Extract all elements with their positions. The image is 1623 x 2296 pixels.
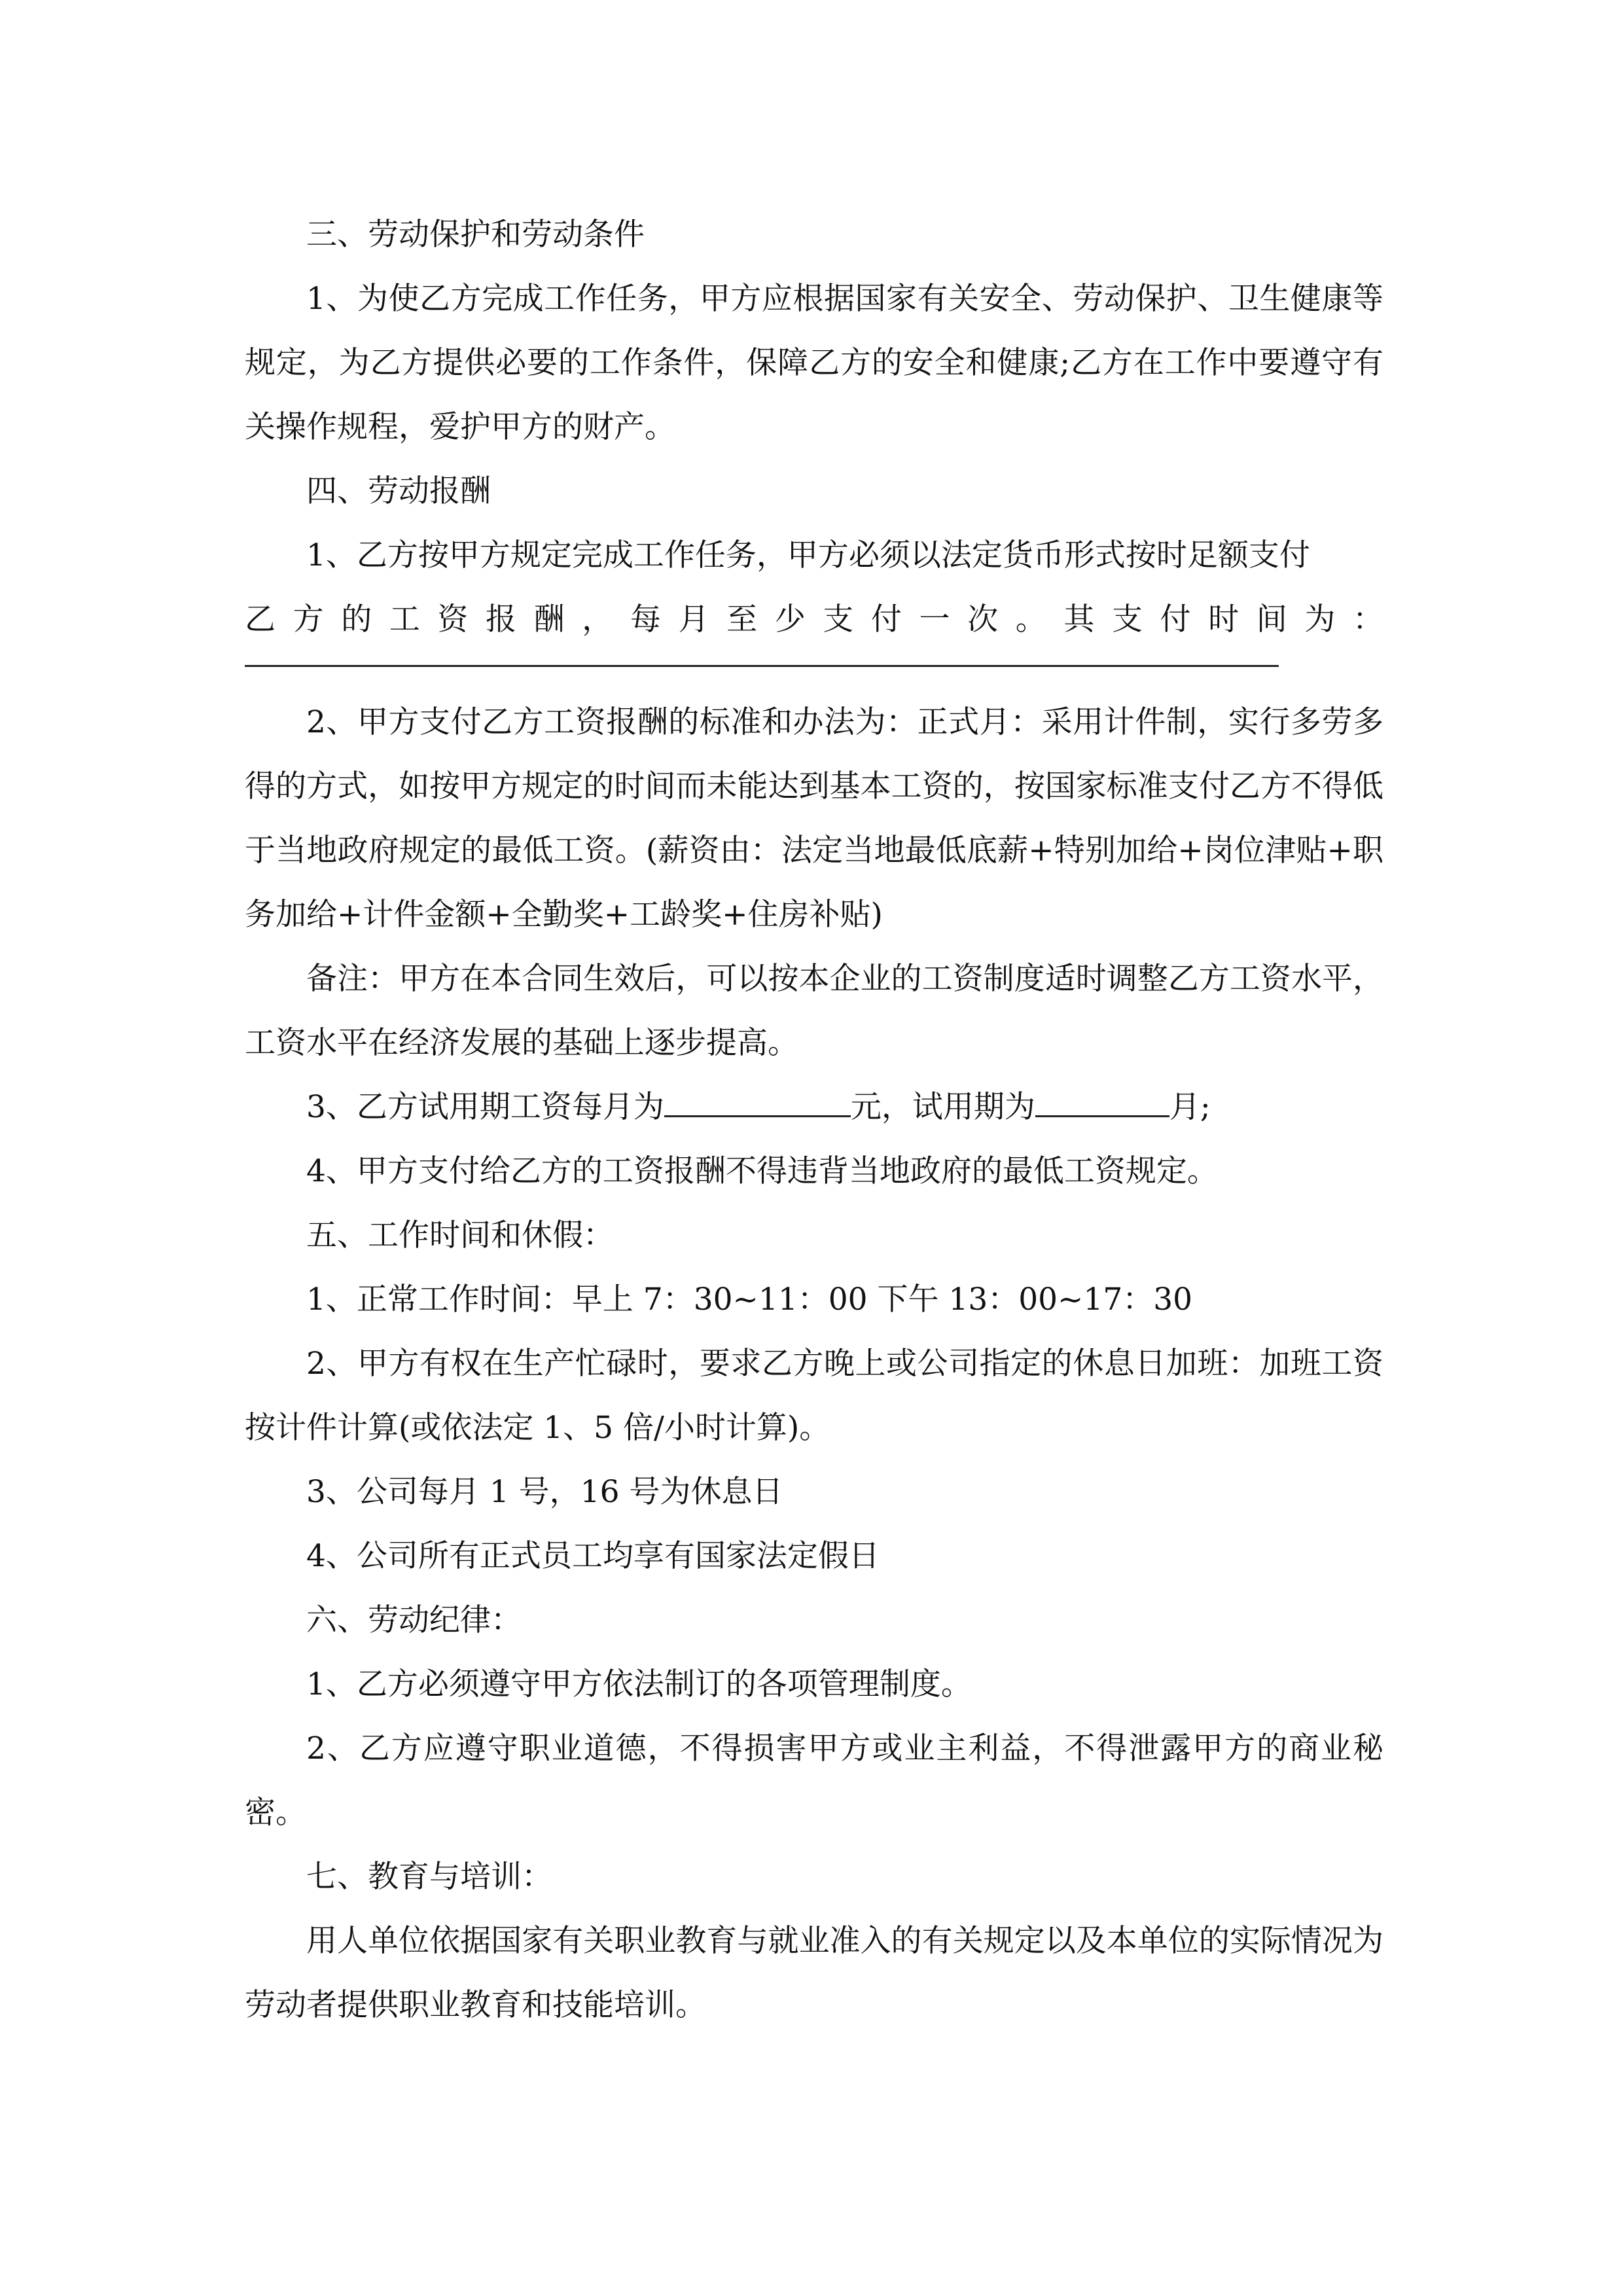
section-5-paragraph-1: 1、正常工作时间：早上 7：30~11：00 下午 13：00~17：30 — [306, 1282, 1193, 1318]
document-body — [245, 203, 1383, 2037]
section-4-paragraph-1-line-1: 1、乙方按甲方规定完成工作任务，甲方必须以法定货币形式按时足额支付 — [306, 537, 1310, 573]
section-4-paragraph-1-line-2: 乙 方 的 工 资 报 酬 ， 每 月 至 少 支 付 一 次 。 其 支 付 时 间 为 ： — [245, 601, 1383, 637]
section-4-paragraph-2: 2、甲方支付乙方工资报酬的标准和办法为：正式月：采用计件制，实行多劳多得的方式，如按甲方规定的时间而未能达到基本工资的，按国家标准支付乙方不得低于当地政府规定的最低工资。(薪资由：法定当地最低底薪+特别加给+岗位津贴+职务加给+计件金额+全勤奖+工龄奖+住房补贴) — [245, 704, 1383, 933]
probation-period-label: 元，试用期为 — [850, 1089, 1035, 1125]
payment-time-blank-line — [245, 665, 1279, 667]
section-5-paragraph-3: 3、公司每月 1 号，16 号为休息日 — [306, 1474, 783, 1510]
section-6-paragraph-1: 1、乙方必须遵守甲方依法制订的各项管理制度。 — [306, 1666, 972, 1702]
section-4-note: 备注：甲方在本合同生效后，可以按本企业的工资制度适时调整乙方工资水平，工资水平在经济发展的基础上逐步提高。 — [245, 961, 1383, 1061]
section-4-paragraph-3 — [245, 1075, 1383, 1139]
section-6-paragraph-2: 2、乙方应遵守职业道德，不得损害甲方或业主利益，不得泄露甲方的商业秘密。 — [245, 1731, 1383, 1831]
section-7-paragraph-1: 用人单位依据国家有关职业教育与就业准入的有关规定以及本单位的实际情况为劳动者提供职业教育和技能培训。 — [245, 1923, 1383, 2023]
probation-wage-blank — [664, 1086, 851, 1117]
section-5-paragraph-4: 4、公司所有正式员工均享有国家法定假日 — [306, 1538, 880, 1574]
probation-period-blank — [1035, 1086, 1169, 1117]
section-4-paragraph-4: 4、甲方支付给乙方的工资报酬不得违背当地政府的最低工资规定。 — [306, 1153, 1218, 1189]
probation-period-unit: 月; — [1169, 1089, 1211, 1125]
probation-wage-label: 3、乙方试用期工资每月为 — [306, 1089, 664, 1125]
section-5-paragraph-2: 2、甲方有权在生产忙碌时，要求乙方晚上或公司指定的休息日加班：加班工资按计件计算(或依法定 1、5 倍/小时计算)。 — [245, 1346, 1383, 1446]
section-7-title: 七、教育与培训： — [306, 1859, 552, 1895]
section-5-title: 五、工作时间和休假： — [306, 1217, 614, 1253]
section-4-title: 四、劳动报酬 — [306, 473, 491, 509]
section-3-title: 三、劳动保护和劳动条件 — [306, 217, 645, 253]
section-6-title: 六、劳动纪律： — [306, 1602, 522, 1638]
section-3-paragraph-1: 1、为使乙方完成工作任务，甲方应根据国家有关安全、劳动保护、卫生健康等规定，为乙方提供必要的工作条件，保障乙方的安全和健康;乙方在工作中要遵守有关操作规程，爱护甲方的财产。 — [245, 281, 1383, 445]
